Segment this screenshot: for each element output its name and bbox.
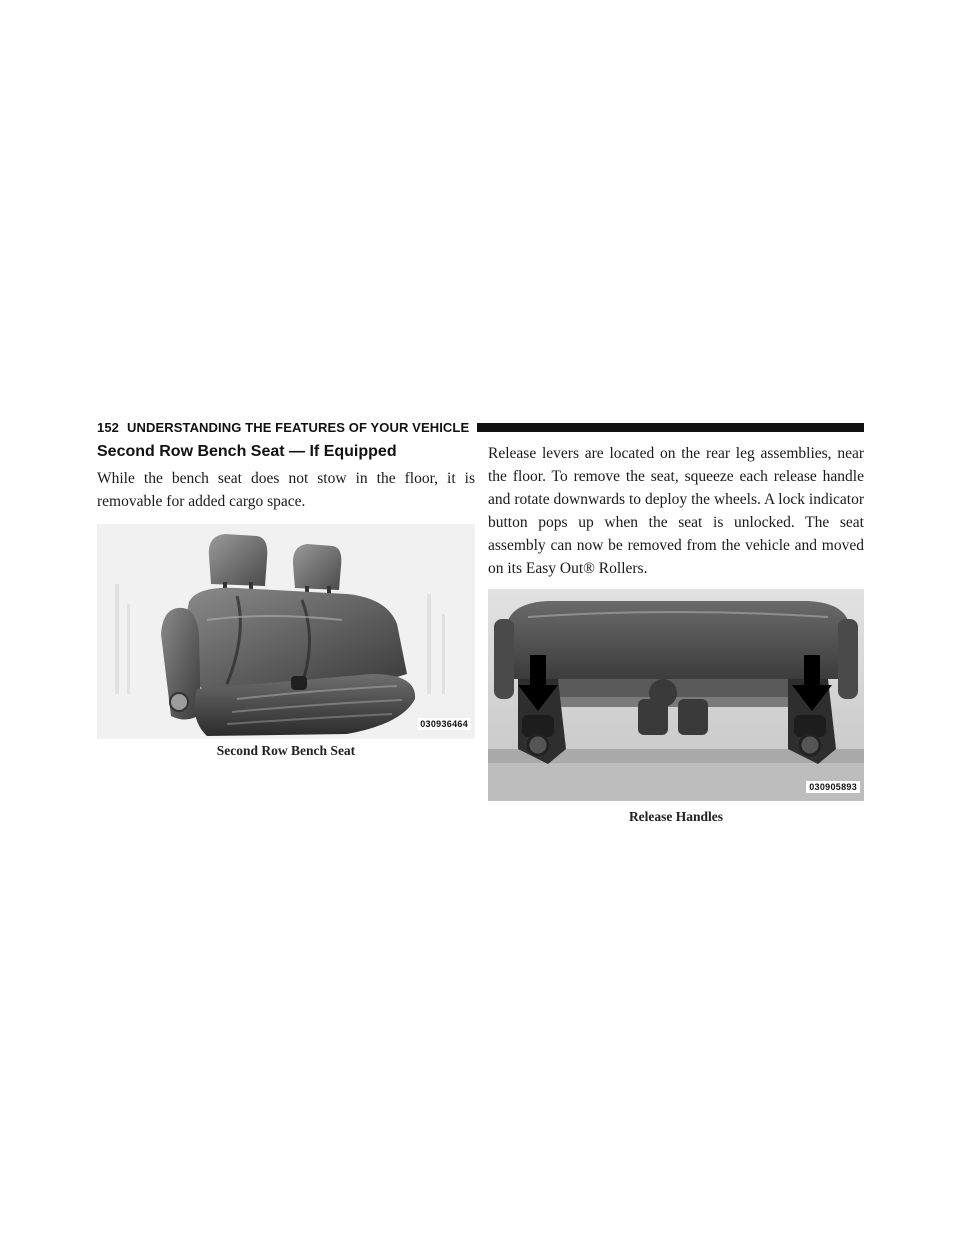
release-paragraph: Release levers are located on the rear leg assemblies, near the floor. To remove the seat, squeeze each release handle and rotate downwards to deploy the wheels. A lock indicator button pops up when the seat is unlocked. The seat assembly can now be removed from the vehicle and moved on its Easy Out® Rollers. bbox=[488, 445, 864, 577]
release-handles-illustration bbox=[488, 589, 864, 801]
figure-code: 030936464 bbox=[417, 718, 471, 730]
intro-paragraph: While the bench seat does not stow in the floor, it is removable for added cargo space. bbox=[97, 470, 475, 510]
page-number: 152 bbox=[97, 419, 119, 435]
bench-seat-figure bbox=[97, 524, 475, 739]
bench-seat-illustration bbox=[97, 524, 475, 739]
left-column bbox=[97, 442, 475, 759]
page-header bbox=[97, 418, 864, 436]
figure-caption: Release Handles bbox=[628, 809, 724, 824]
section-title: Second Row Bench Seat — If Equipped bbox=[97, 443, 397, 460]
figure-caption: Second Row Bench Seat bbox=[216, 743, 356, 758]
header-rule bbox=[477, 423, 864, 432]
section-heading: UNDERSTANDING THE FEATURES OF YOUR VEHICLE bbox=[127, 419, 470, 435]
right-column bbox=[488, 442, 864, 825]
release-handles-figure bbox=[488, 589, 864, 801]
figure-code: 030905893 bbox=[806, 781, 860, 793]
